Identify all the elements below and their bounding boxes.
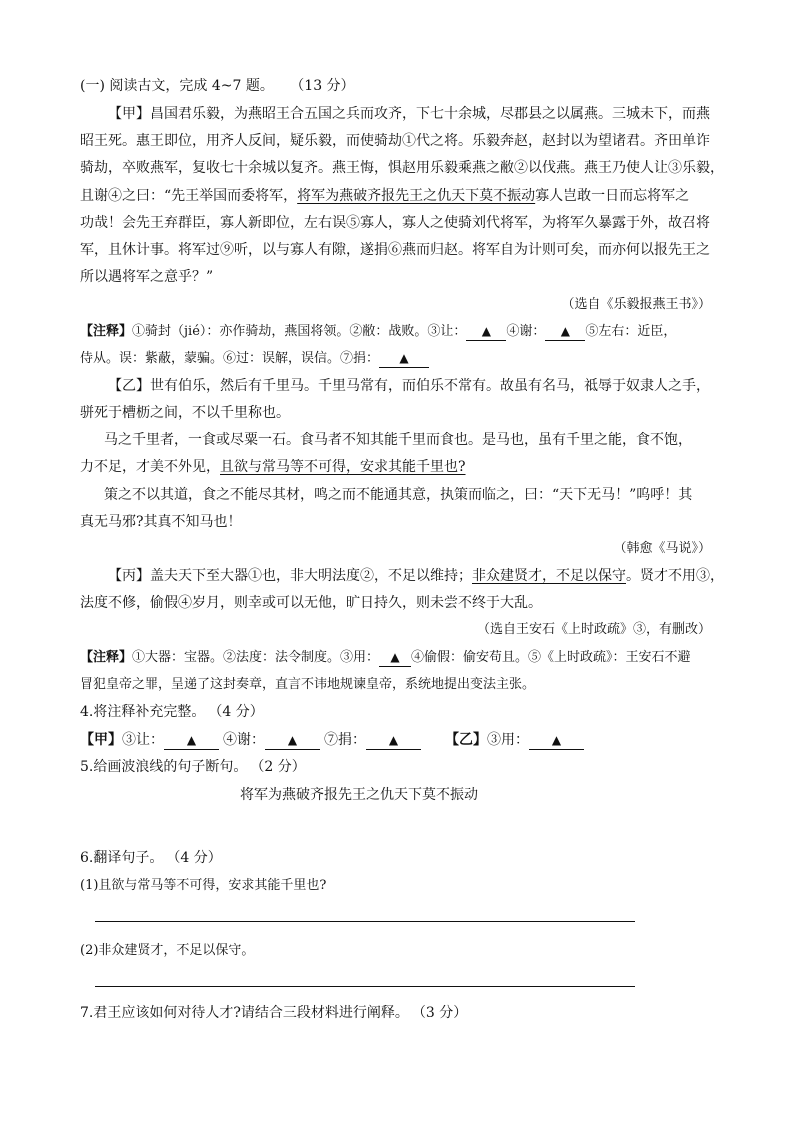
- jia-underlined-sentence: 将军为燕破齐报先王之仇天下莫不振动: [297, 188, 536, 204]
- section-score: （13 分）: [290, 78, 355, 94]
- triangle-icon: ▲: [399, 351, 409, 365]
- yi-line-5: 策之不以其道，食之不能尽其材，鸣之而不能通其意，执策而临之，曰：“天下无马！”呜呼！其: [104, 487, 693, 503]
- triangle-icon: ▲: [390, 650, 400, 664]
- q6-answer-line-1[interactable]: [95, 921, 635, 922]
- section-title: (一) 阅读古文，完成 4~7 题。: [80, 78, 274, 94]
- triangle-icon: ▲: [551, 733, 562, 747]
- yi-line-3: 马之千里者，一食或尽粟一石。食马者不知其能千里而食也。是马也，虽有千里之能，食不饱，: [104, 432, 692, 448]
- bing-source: （选自王安石《上时政疏》③，有删改）: [476, 622, 711, 637]
- jia-line-4: 且谢④之曰：“先王举国而委将军，将军为燕破齐报先王之仇天下莫不振动寡人岂敢一日而忘将军之: [80, 188, 690, 204]
- bing-notes-line-2: 冒犯皇帝之罪，呈递了这封奏章，直言不讳地规谏皇帝，系统地提出变法主张。: [80, 677, 536, 692]
- q6-answer-line-2[interactable]: [95, 986, 635, 987]
- bing-line-1: 【丙】盖夫天下至大器①也，非大明法度②，不足以维持；非众建贤才，不足以保守。贤才不用③，: [108, 568, 724, 584]
- jia-notes-line-1: 【注释】①骑封（jié）：亦作骑劫，燕国将领。②敝：战败。③让： ▲ ④谢： ▲ ⑤左右：近臣，: [80, 324, 677, 339]
- triangle-icon: ▲: [287, 733, 298, 747]
- jia-line-1: 【甲】昌国君乐毅，为燕昭王合五国之兵而攻齐，下七十余城，尽郡县之以属燕。三城未下，而燕: [108, 106, 710, 122]
- section-header: [80, 76, 355, 96]
- triangle-icon: ▲: [481, 324, 492, 338]
- jia-line-3: 骑劫，卒败燕军，复收七十余城以复齐。燕王悔，惧赵用乐毅乘燕之敝②以伐燕。燕王乃使人让③乐毅，: [80, 160, 724, 176]
- yi-line-2: 骈死于槽枥之间，不以千里称也。: [80, 405, 290, 421]
- q6-sentence-1: (1)且欲与常马等不可得，安求其能千里也?: [80, 878, 327, 893]
- note-blank-xie[interactable]: [545, 323, 585, 341]
- triangle-icon: ▲: [186, 733, 197, 747]
- q6-stem: 6.翻译句子。 （4 分）: [80, 850, 222, 866]
- jia-label: 【甲】: [108, 106, 150, 122]
- yi-underlined-sentence: 且欲与常马等不可得，安求其能千里也?: [220, 459, 466, 475]
- bing-label: 【丙】: [108, 568, 150, 584]
- note-blank-juan[interactable]: [379, 350, 429, 368]
- yi-label: 【乙】: [108, 378, 150, 394]
- note-blank-yong[interactable]: [379, 649, 411, 667]
- bing-line-2: 法度不修，偷假④岁月，则幸或可以无他，旷日持久，则未尝不终于大乱。: [80, 595, 542, 611]
- q5-stem: 5.给画波浪线的句子断句。 （2 分）: [80, 759, 306, 775]
- bing-notes-line-1: 【注释】①大器：宝器。②法度：法令制度。③用： ▲ ④偷假：偷安苟且。⑤《上时政疏》：王安石不避: [80, 650, 691, 665]
- jia-source: （选自《乐毅报燕王书》）: [561, 297, 711, 312]
- jia-line-7: 所以遇将军之意乎？”: [80, 269, 214, 285]
- q4-answer-rang[interactable]: [164, 732, 219, 750]
- yi-line-6: 真无马邪?其真不知马也！: [80, 514, 242, 530]
- jia-line-5: 功哉！会先王弃群臣，寡人新即位，左右误⑤寡人，寡人之使骑刘代将军，为将军久暴露于外，故召将: [80, 215, 710, 231]
- q5-sentence: 将军为燕破齐报先王之仇天下莫不振动: [240, 787, 478, 803]
- q4-stem: 4.将注释补充完整。 （4 分）: [80, 704, 264, 720]
- bing-underlined-sentence: 非众建贤才，不足以保守: [472, 568, 626, 584]
- q4-blanks: 【甲】③让： ▲ ④谢： ▲ ⑦捐： ▲ 【乙】③用： ▲: [80, 730, 584, 750]
- q4-answer-yong[interactable]: [529, 732, 584, 750]
- triangle-icon: ▲: [388, 733, 399, 747]
- yi-line-4: 力不足，才美不外见，且欲与常马等不可得，安求其能千里也?: [80, 459, 466, 475]
- yi-source: （韩愈《马说》）: [613, 541, 711, 556]
- triangle-icon: ▲: [560, 324, 571, 338]
- jia-line-2: 昭王死。惠王即位，用齐人反间，疑乐毅，而使骑劫①代之将。乐毅奔赵，赵封以为望诸君。齐田单诈: [80, 133, 710, 149]
- q7-stem: 7.君王应该如何对待人才?请结合三段材料进行阐释。 （3 分）: [80, 1005, 468, 1021]
- jia-notes-line-2: 侍从。误：紫蔽，蒙骗。⑥过：误解，误信。⑦捐： ▲: [80, 349, 429, 369]
- note-blank-rang[interactable]: [466, 323, 506, 341]
- q6-sentence-2: (2)非众建贤才，不足以保守。: [80, 943, 255, 958]
- jia-line-6: 军，且休计事。将军过⑨听，以与寡人有隙，遂捐⑥燕而归赵。将军自为计则可矣，而亦何以报先王之: [80, 242, 710, 258]
- q4-answer-juan[interactable]: [366, 732, 421, 750]
- q4-answer-xie[interactable]: [265, 732, 320, 750]
- yi-line-1: 【乙】世有伯乐，然后有千里马。千里马常有，而伯乐不常有。故虽有名马，祗辱于奴隶人之手，: [108, 378, 710, 394]
